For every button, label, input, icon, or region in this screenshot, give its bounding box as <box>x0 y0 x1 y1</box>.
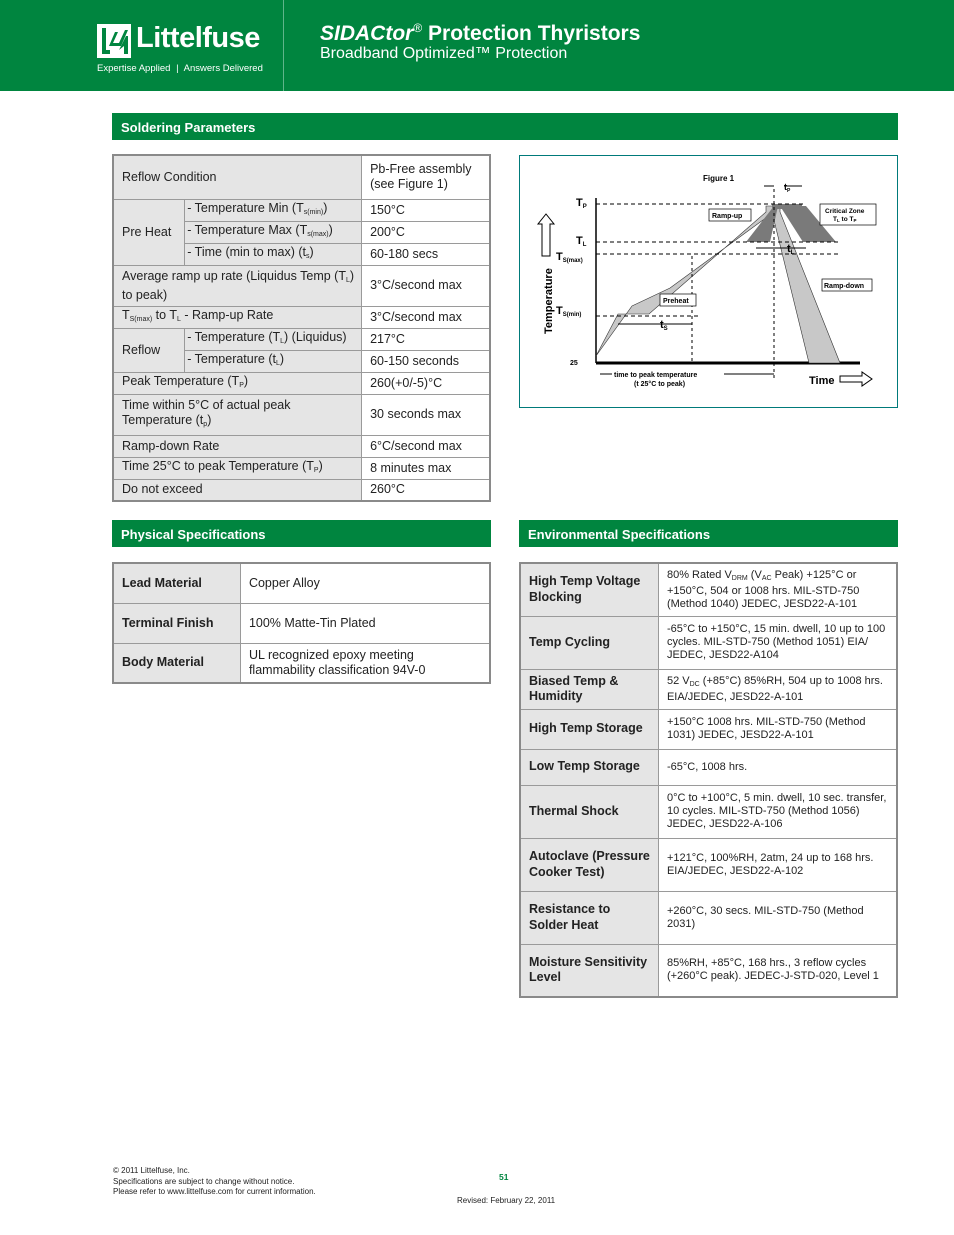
table-cell: 52 $V_{DC}$ (+85°C) 85%RH, 504 up to 1008 hrs. EIA/JEDEC, JESD22-A-101 <box>658 669 897 709</box>
section-physical-heading: Physical Specifications <box>112 520 491 547</box>
table-row <box>520 749 897 785</box>
label-tp: T <box>576 197 583 209</box>
label-preheat: Preheat <box>663 298 689 305</box>
revised-date: Revised: February 22, 2011 <box>457 1196 556 1205</box>
table-cell: Ramp-down Rate <box>113 435 362 457</box>
axis-time-label: Time <box>809 375 835 387</box>
svg-text:TP: TP <box>576 197 587 210</box>
table-cell: Reflow <box>113 328 185 372</box>
page-title <box>320 21 640 46</box>
table-row <box>520 785 897 838</box>
label-time-to-peak: time to peak temperature <box>614 372 698 379</box>
label-ts-time: t <box>660 319 664 331</box>
table-cell: 3°C/second max <box>362 306 490 328</box>
table-cell: 60-150 seconds <box>362 350 490 372</box>
brand-name: Littelfuse <box>136 22 260 54</box>
table-cell: Time within 5°C of actual peak Temperature $(t_p)$ <box>113 394 362 435</box>
table-cell: Autoclave (Pressure Cooker Test) <box>520 838 658 891</box>
time-arrow-icon <box>840 372 872 386</box>
table-row <box>113 328 490 350</box>
soldering-table <box>112 154 491 502</box>
table-cell: 85%RH, +85°C, 168 hrs., 3 reflow cycles (+260°C peak). JEDEC-J-STD-020, Level 1 <box>658 944 897 997</box>
table-cell: +260°C, 30 secs. MIL-STD-750 (Method 2031) <box>658 891 897 944</box>
table-cell: High Temp Storage <box>520 709 658 749</box>
tagline-separator: | <box>176 63 179 74</box>
table-cell: - Time (min to max) $(t_s)$ <box>185 243 362 265</box>
table-cell: - Temperature Min $(T_{s(min)})$ <box>185 199 362 221</box>
table-row <box>520 944 897 997</box>
title-rest: Protection Thyristors <box>422 22 641 45</box>
table-row <box>113 199 490 221</box>
table-cell: Do not exceed <box>113 479 362 501</box>
footer-line: Please refer to www.littelfuse.com for current information. <box>113 1187 316 1196</box>
reflow-profile-diagram <box>520 156 899 409</box>
table-row <box>113 563 490 603</box>
table-cell: Thermal Shock <box>520 785 658 838</box>
label-tsmax: T <box>556 251 563 263</box>
tagline-right: Answers Delivered <box>183 63 263 74</box>
table-row <box>113 479 490 501</box>
table-cell: - Temperature $(t_L)$ <box>185 350 362 372</box>
table-cell: -65°C, 1008 hrs. <box>658 749 897 785</box>
table-cell: 30 seconds max <box>362 394 490 435</box>
physical-table <box>112 562 491 684</box>
table-cell: Body Material <box>113 643 240 683</box>
table-cell: 6°C/second max <box>362 435 490 457</box>
footer-line: © 2011 Littelfuse, Inc. <box>113 1166 190 1175</box>
table-row <box>520 838 897 891</box>
table-cell: - Temperature Max $(T_{s(max)})$ <box>185 221 362 243</box>
table-cell: Copper Alloy <box>240 563 490 603</box>
brand-tagline <box>97 63 263 74</box>
table-cell: 0°C to +100°C, 5 min. dwell, 10 sec. transfer, 10 cycles. MIL-STD-750 (Method 1056) JEDEC, JESD22-A-106 <box>658 785 897 838</box>
table-cell: 8 minutes max <box>362 457 490 479</box>
section-environmental-heading: Environmental Specifications <box>519 520 898 547</box>
table-row <box>520 709 897 749</box>
svg-text:tS: tS <box>660 319 668 332</box>
footer-copyright <box>113 1166 316 1198</box>
table-cell: High Temp Voltage Blocking <box>520 563 658 616</box>
table-row <box>113 155 490 199</box>
label-critical-range: T <box>833 216 837 223</box>
label-tl-time: t <box>787 243 791 255</box>
brand-logo <box>0 0 284 91</box>
table-row <box>113 643 490 683</box>
peak-plateau <box>772 204 802 209</box>
table-cell: Pb-Free assembly (see Figure 1) <box>362 155 490 199</box>
table-cell: Peak Temperature $(T_P)$ <box>113 372 362 394</box>
table-cell: UL recognized epoxy meeting flammability classification 94V-0 <box>240 643 490 683</box>
reflow-profile-figure <box>519 155 898 408</box>
title-reg-mark: ® <box>413 21 423 35</box>
svg-text:tP: $t_P$ <box>784 182 791 194</box>
tagline-left: Expertise Applied <box>97 63 171 74</box>
table-cell: 60-180 secs <box>362 243 490 265</box>
table-cell: Pre Heat <box>113 199 185 265</box>
table-cell: +150°C 1008 hrs. MIL-STD-750 (Method 1031) JEDEC, JESD22-A-101 <box>658 709 897 749</box>
table-cell: 217°C <box>362 328 490 350</box>
table-cell: Average ramp up rate (Liquidus Temp $(T_L)$ to peak) <box>113 265 362 306</box>
environmental-table <box>519 562 898 998</box>
figure-title: Figure 1 <box>703 174 735 183</box>
page-number: 51 <box>499 1172 509 1182</box>
table-cell: +121°C, 100%RH, 2atm, 24 up to 168 hrs. EIA/JEDEC, JESD22-A-102 <box>658 838 897 891</box>
table-cell: 100% Matte-Tin Plated <box>240 603 490 643</box>
table-cell: 150°C <box>362 199 490 221</box>
table-row <box>113 372 490 394</box>
table-cell: Time 25°C to peak Temperature $(T_P)$ <box>113 457 362 479</box>
table-cell: $T_{S(max)}$ to $T_L$ - Ramp-up Rate <box>113 306 362 328</box>
table-row <box>113 457 490 479</box>
table-row <box>113 265 490 306</box>
page-header <box>0 0 954 91</box>
table-row <box>113 306 490 328</box>
label-tl: T <box>576 235 583 247</box>
table-cell: 80% Rated $V_{DRM}$ ($V_{AC}$ Peak) +125°C or +150°C, 504 or 1008 hrs. MIL-STD-750 (Method 1040) JEDEC, JESD22-A-101 <box>658 563 897 616</box>
axis-temperature-label: Temperature <box>543 268 555 334</box>
svg-text:TL to TP: TL to TP <box>833 216 857 223</box>
table-cell: Reflow Condition <box>113 155 362 199</box>
label-rampup: Ramp-up <box>712 213 743 220</box>
title-product: SIDACtor <box>320 22 414 45</box>
table-cell: Resistance to Solder Heat <box>520 891 658 944</box>
label-25: 25 <box>570 360 578 367</box>
table-row <box>113 394 490 435</box>
label-time-to-peak-sub: (t 25°C to peak) <box>634 381 686 388</box>
table-cell: Moisture Sensitivity Level <box>520 944 658 997</box>
table-row <box>520 563 897 616</box>
footer-line: Specifications are subject to change without notice. <box>113 1176 295 1186</box>
table-cell: 200°C <box>362 221 490 243</box>
svg-text:TL: TL <box>576 235 587 248</box>
table-row <box>520 616 897 669</box>
section-soldering-heading: Soldering Parameters <box>112 113 898 140</box>
table-cell: -65°C to +150°C, 15 min. dwell, 10 up to 100 cycles. MIL-STD-750 (Method 1051) EIA/ JEDEC, JESD22-A104 <box>658 616 897 669</box>
littelfuse-logo-icon <box>97 24 131 58</box>
table-row <box>520 891 897 944</box>
table-cell: Biased Temp & Humidity <box>520 669 658 709</box>
table-cell: Lead Material <box>113 563 240 603</box>
table-cell: 260°C <box>362 479 490 501</box>
table-row <box>520 669 897 709</box>
svg-text:TS(min): TS(min) <box>556 305 582 318</box>
table-cell: Low Temp Storage <box>520 749 658 785</box>
label-rampdown: Ramp-down <box>824 283 865 290</box>
label-tp-time: t <box>784 182 787 192</box>
label-critical-zone: Critical Zone <box>825 208 865 215</box>
page-subtitle: Broadband Optimized™ Protection <box>320 45 568 62</box>
table-cell: Terminal Finish <box>113 603 240 643</box>
table-cell: 3°C/second max <box>362 265 490 306</box>
table-cell: Temp Cycling <box>520 616 658 669</box>
table-cell: 260(+0/-5)°C <box>362 372 490 394</box>
table-row <box>113 603 490 643</box>
temperature-arrow-icon <box>538 214 554 256</box>
svg-text:tL: tL <box>787 243 795 256</box>
table-cell: - Temperature $(T_L)$ (Liquidus) <box>185 328 362 350</box>
table-row <box>113 435 490 457</box>
svg-text:TS(max): TS(max) <box>556 251 583 264</box>
label-tsmin: T <box>556 305 563 317</box>
